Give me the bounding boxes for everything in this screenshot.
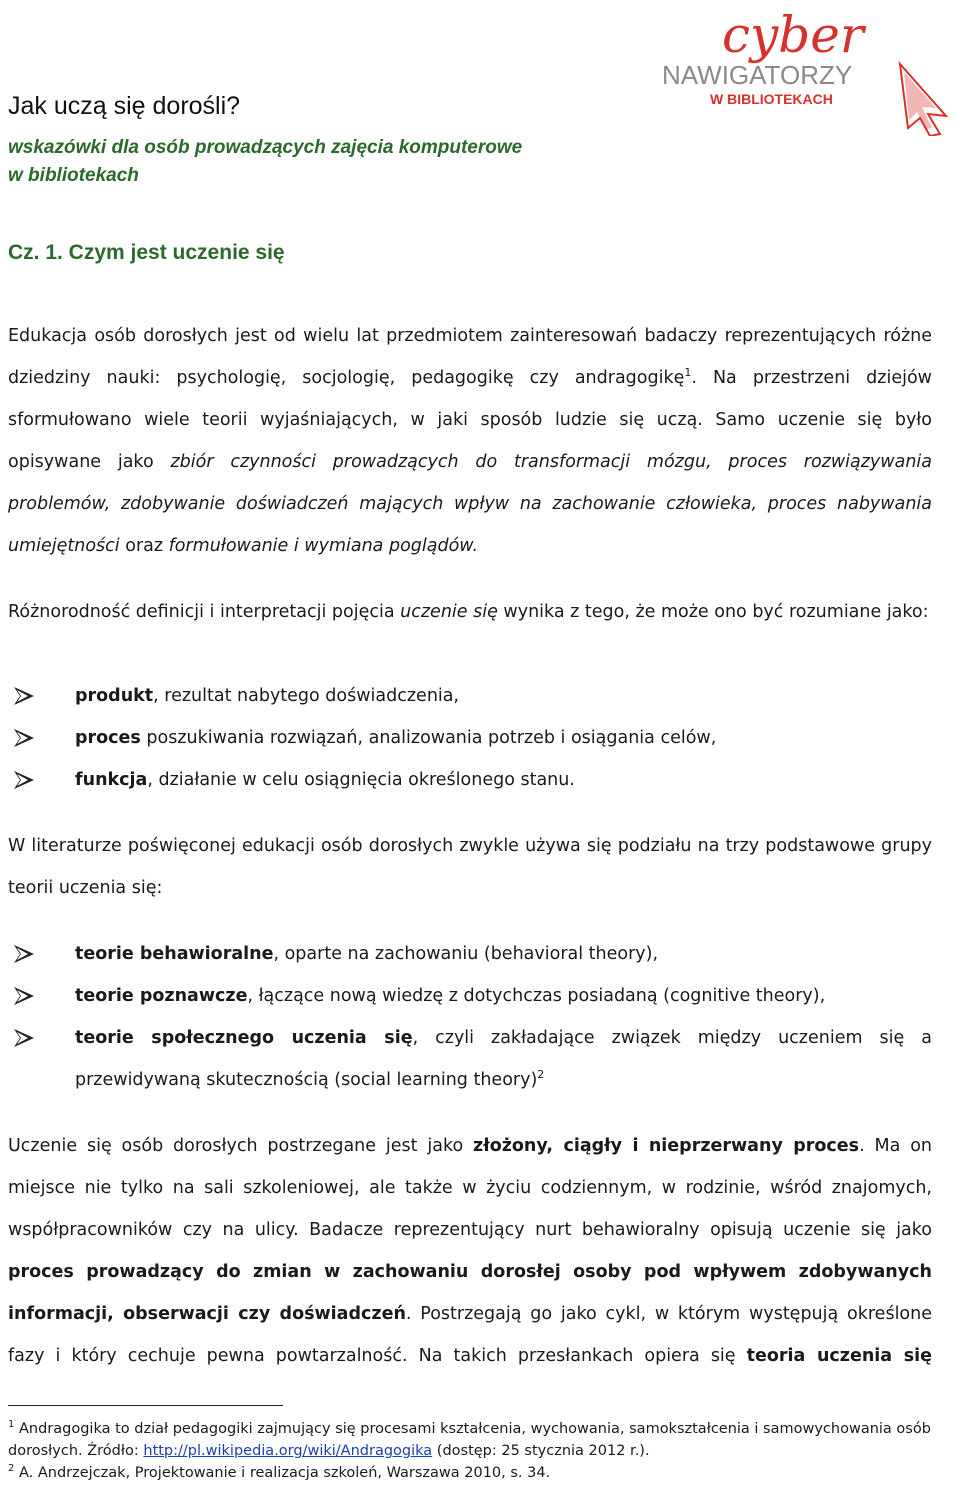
list-item-text: , łączące nową wiedzę z dotychczas posiadaną (cognitive theory), <box>247 986 826 1006</box>
footnote-1-text: Andragogika to dział pedagogiki zajmujący się procesami kształcenia, wychowania, samokształcenia i samowychowania osób dorosłych. Źródło: <box>8 1421 931 1459</box>
footnote-ref-2: 2 <box>537 1068 545 1082</box>
footnote-1 <box>8 1418 948 1462</box>
p1-text-c: oraz <box>119 536 169 556</box>
logo-cyber-text: cyber <box>722 6 864 64</box>
p1-italic-1: zbiór czynności prowadzących do transformacji mózgu, proces rozwiązywania problemów, zdobywanie doświadczeń mających wpływ na zachowanie człowieka, proces nabywania umiejętności <box>8 452 932 556</box>
arrow-bullet-icon <box>14 1029 34 1047</box>
footnote-divider <box>8 1405 283 1406</box>
p2-text-b: wynika z tego, że może ono być rozumiane jako: <box>497 602 929 622</box>
p1-italic-2: formułowanie i wymiana poglądów. <box>168 536 479 556</box>
list-item-bold: produkt <box>75 686 154 706</box>
list-item <box>8 975 932 1017</box>
arrow-bullet-icon <box>14 687 34 705</box>
p4-text-d: . Postrzegają go jako cykl, w którym występują określone fazy i który cechuje pewna powtarzalność. Na takich przesłankach opiera się <box>8 1304 932 1366</box>
footnote-2-number: 2 <box>8 1463 15 1475</box>
list-item <box>8 717 932 759</box>
p4-bold-3: teoria uczenia się <box>746 1346 932 1366</box>
list-item-text: , rezultat nabytego doświadczenia, <box>153 686 460 706</box>
paragraph-definitions <box>8 591 932 633</box>
document-title: Jak uczą się dorośli? <box>8 92 241 120</box>
list-item <box>8 933 932 975</box>
p4-text-a: Uczenie się osób dorosłych postrzegane jest jako <box>8 1136 474 1156</box>
list-item <box>8 675 932 717</box>
list-item <box>8 759 932 801</box>
p2-text-a: Różnorodność definicji i interpretacji pojęcia <box>8 602 401 622</box>
arrow-bullet-icon <box>14 987 34 1005</box>
list-item-bold: proces <box>75 728 141 748</box>
wikipedia-link[interactable]: http://pl.wikipedia.org/wiki/Andragogika <box>143 1443 433 1459</box>
paragraph-intro <box>8 315 932 567</box>
p4-text-c: . Ma on miejsce nie tylko na sali szkoleniowej, ale także w życiu codziennym, w rodzinie, wśród znajomych, współpracowników czy na ulicy. Badacze reprezentujący nurt behawioralny opisują uczenie się jako <box>8 1136 932 1240</box>
p2-italic: uczenie się <box>400 602 498 622</box>
p4-bold-2: proces prowadzący do zmian w zachowaniu dorosłej osoby pod wpływem zdobywanych informacji, obserwacji czy doświadczeń <box>8 1262 932 1324</box>
list-item-text: poszukiwania rozwiązań, analizowania potrzeb i osiągania celów, <box>140 728 717 748</box>
logo-w-bibliotekach-text: W BIBLIOTEKACH <box>710 91 833 107</box>
paragraph-theory-groups: W literaturze poświęconej edukacji osób dorosłych zwykle używa się podziału na trzy podstawowe grupy teorii uczenia się: <box>8 836 932 898</box>
cyber-nawigatorzy-logo <box>660 4 954 136</box>
arrow-bullet-icon <box>14 729 34 747</box>
p1-text-b: . Na przestrzeni dziejów sformułowano wiele teorii wyjaśniających, w jaki sposób ludzie się uczą. Samo uczenie się było opisywane jako <box>8 368 932 472</box>
p1-text-a: Edukacja osób dorosłych jest od wielu lat przedmiotem zainteresowań badaczy reprezentujących różne dziedziny nauki: psychologię, socjologię, pedagogikę czy andragogikę <box>8 326 932 388</box>
section-title: Cz. 1. Czym jest uczenie się <box>8 241 285 264</box>
theory-list <box>8 933 932 1101</box>
list-item-text: , oparte na zachowaniu (behavioral theory), <box>273 944 659 964</box>
footnote-2-text: A. Andrzejczak, Projektowanie i realizacja szkoleń, Warszawa 2010, s. 34. <box>14 1465 551 1481</box>
subtitle-line-1: wskazówki dla osób prowadzących zajęcia komputerowe <box>8 137 523 158</box>
footnote-1-after: (dostęp: 25 stycznia 2012 r.). <box>432 1443 650 1459</box>
logo-nawigatorzy-text: NAWIGATORZY <box>662 60 853 90</box>
p4-bold-1: złożony, ciągły i nieprzerwany proces <box>473 1136 860 1156</box>
subtitle-line-2: w bibliotekach <box>8 165 139 186</box>
arrow-bullet-icon <box>14 945 34 963</box>
definitions-list <box>8 675 932 801</box>
list-item-text: , działanie w celu osiągnięcia określonego stanu. <box>147 770 575 790</box>
paragraph-adult-learning <box>8 1125 932 1377</box>
footnote-2 <box>8 1462 948 1484</box>
list-item-bold: teorie społecznego uczenia się <box>75 1028 413 1048</box>
footnote-1-number: 1 <box>8 1419 15 1431</box>
list-item-bold: funkcja <box>75 770 148 790</box>
document-subtitle <box>8 134 522 190</box>
list-item-bold: teorie poznawcze <box>75 986 248 1006</box>
footnote-ref-1: 1 <box>684 366 692 380</box>
cursor-arrow-icon <box>900 64 946 136</box>
arrow-bullet-icon <box>14 771 34 789</box>
list-item <box>8 1017 932 1101</box>
list-item-text: , czyli zakładające związek między uczeniem się a przewidywaną skutecznością (social learning theory) <box>75 1028 932 1090</box>
list-item-bold: teorie behawioralne <box>75 944 274 964</box>
